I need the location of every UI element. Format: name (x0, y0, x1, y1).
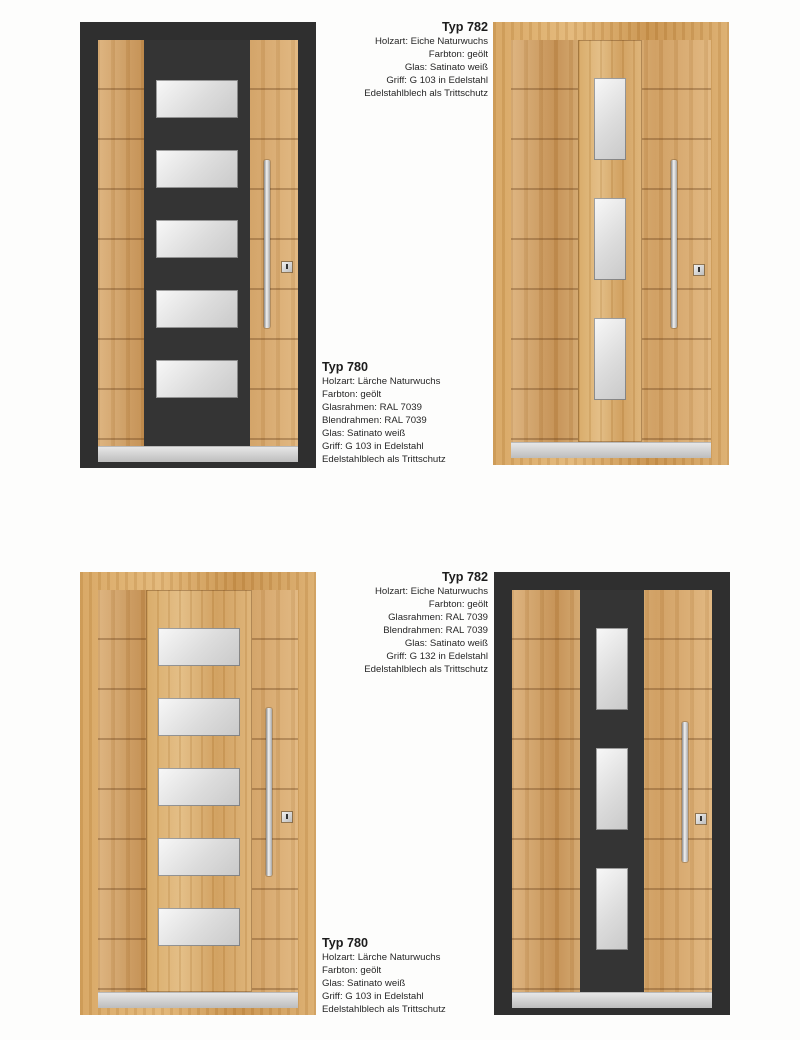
spec-line: Farbton: geölt (322, 389, 382, 400)
spec-line: Glasrahmen: RAL 7039 (388, 612, 488, 623)
spec-line: Holzart: Eiche Naturwuchs (374, 586, 488, 597)
glass-pane (156, 290, 238, 328)
lock-cylinder-icon (282, 262, 292, 272)
spec-line: Griff: G 132 in Edelstahl (386, 651, 488, 662)
glass-pane (156, 220, 238, 258)
spec-line: Glas: Satinato weiß (404, 638, 488, 649)
spec-line: Griff: G 103 in Edelstahl (322, 991, 424, 1002)
door-typ-782-dark (494, 572, 730, 1015)
product-title: Typ 780 (322, 360, 368, 374)
glass-pane (596, 868, 628, 950)
spec-line: Glas: Satinato weiß (404, 62, 488, 73)
glass-pane (158, 768, 240, 806)
spec-line: Blendrahmen: RAL 7039 (322, 415, 427, 426)
kick-plate (512, 992, 712, 1008)
spec-line: Glas: Satinato weiß (322, 428, 406, 439)
glass-pane (156, 150, 238, 188)
glass-pane (594, 198, 626, 280)
spec-line: Farbton: geölt (428, 599, 488, 610)
door-handle (671, 160, 677, 328)
door-typ-780-dark (80, 22, 316, 468)
spec-typ-782-bottom (364, 570, 488, 676)
spec-line: Edelstahlblech als Trittschutz (364, 88, 488, 99)
spec-typ-780-top (322, 360, 446, 466)
lock-cylinder-icon (694, 265, 704, 275)
spec-line: Edelstahlblech als Trittschutz (364, 664, 488, 675)
spec-line: Edelstahlblech als Trittschutz (322, 454, 446, 465)
spec-line: Holzart: Lärche Naturwuchs (322, 376, 441, 387)
spec-line: Farbton: geölt (322, 965, 382, 976)
glass-pane (156, 80, 238, 118)
product-title: Typ 782 (442, 570, 488, 584)
glass-pane (158, 698, 240, 736)
glass-pane (156, 360, 238, 398)
door-handle (682, 722, 688, 862)
spec-line: Edelstahlblech als Trittschutz (322, 1004, 446, 1015)
spec-line: Glasrahmen: RAL 7039 (322, 402, 422, 413)
door-handle (264, 160, 270, 328)
glass-pane (158, 838, 240, 876)
spec-line: Blendrahmen: RAL 7039 (383, 625, 488, 636)
glass-pane (158, 908, 240, 946)
spec-line: Glas: Satinato weiß (322, 978, 406, 989)
lock-cylinder-icon (696, 814, 706, 824)
spec-line: Farbton: geölt (428, 49, 488, 60)
spec-typ-780-bottom (322, 936, 446, 1016)
spec-line: Holzart: Lärche Naturwuchs (322, 952, 441, 963)
spec-line: Holzart: Eiche Naturwuchs (374, 36, 488, 47)
glass-pane (596, 628, 628, 710)
spec-line: Griff: G 103 in Edelstahl (322, 441, 424, 452)
glass-pane (596, 748, 628, 830)
glass-pane (158, 628, 240, 666)
door-typ-782-wood (493, 22, 729, 465)
product-title: Typ 782 (442, 20, 488, 34)
glass-pane (594, 318, 626, 400)
door-handle (266, 708, 272, 876)
door-typ-780-wood (80, 572, 316, 1015)
product-title: Typ 780 (322, 936, 368, 950)
spec-typ-782-top (364, 20, 488, 100)
kick-plate (98, 992, 298, 1008)
glass-pane (594, 78, 626, 160)
lock-cylinder-icon (282, 812, 292, 822)
spec-line: Griff: G 103 in Edelstahl (386, 75, 488, 86)
kick-plate (98, 446, 298, 462)
kick-plate (511, 442, 711, 458)
